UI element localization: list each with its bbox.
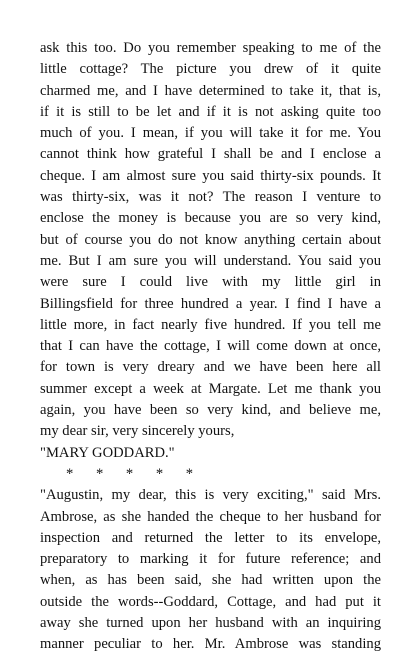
text-line: preparatory to marking it for future reference; and (40, 551, 381, 568)
text-line: again, you have been so very kind, and believe me, (40, 402, 381, 419)
text-line: away she turned upon her husband with an inquiring (40, 615, 381, 632)
text-line: manner peculiar to her. Mr. Ambrose was standing (40, 636, 381, 653)
text-line: enclose the money is because you are so very kind, (40, 210, 381, 227)
text-line: was thirty-six, was it not? The reason I venture to (40, 189, 381, 206)
text-line: if it is still to be let and if it is not asking quite too (40, 103, 381, 120)
text-line: cheque. I am almost sure you said thirty-six pounds. It (40, 167, 381, 184)
text-line: Billingsfield for three hundred a year. I find I have a (40, 295, 381, 312)
text-line: my dear sir, very sincerely yours, (40, 423, 235, 440)
text-line: little more, in fact nearly five hundred. If you tell me (40, 316, 381, 333)
text-line: me. But I am sure you will understand. You said you (40, 252, 381, 269)
text-line: Ambrose, as she handed the cheque to her husband for (40, 508, 381, 525)
text-line: "Augustin, my dear, this is very exciting," said Mrs. (40, 487, 381, 504)
text-line: summer except a week at Margate. Let me thank you (40, 380, 381, 397)
text-line: were sure I could live with my little girl in (40, 274, 381, 291)
text-line: ask this too. Do you remember speaking to me of the (40, 40, 381, 56)
text-line: little cottage? The picture you drew of it quite (40, 61, 381, 78)
text-line: that I can have the cottage, I will come down at once, (40, 338, 381, 355)
text-line: but of course you do not know anything certain about (40, 231, 381, 248)
book-page (40, 38, 381, 656)
text-line: much of you. I mean, if you will take it for me. You (40, 125, 381, 142)
text-line: when, as has been said, she had written upon the (40, 572, 381, 589)
text-line: outside the words--Goddard, Cottage, and had put it (40, 593, 381, 610)
letter-signature: "MARY GODDARD." (40, 444, 175, 461)
text-line: inspection and returned the letter to its envelope, (40, 529, 381, 546)
text-line: for town is very dreary and we have been here all (40, 359, 381, 376)
text-line: charmed me, and I have determined to take it, that is, (40, 82, 381, 99)
text-line: cannot think how grateful I shall be and I enclose a (40, 146, 381, 163)
section-break-asterisks: * * * * * (66, 465, 194, 482)
